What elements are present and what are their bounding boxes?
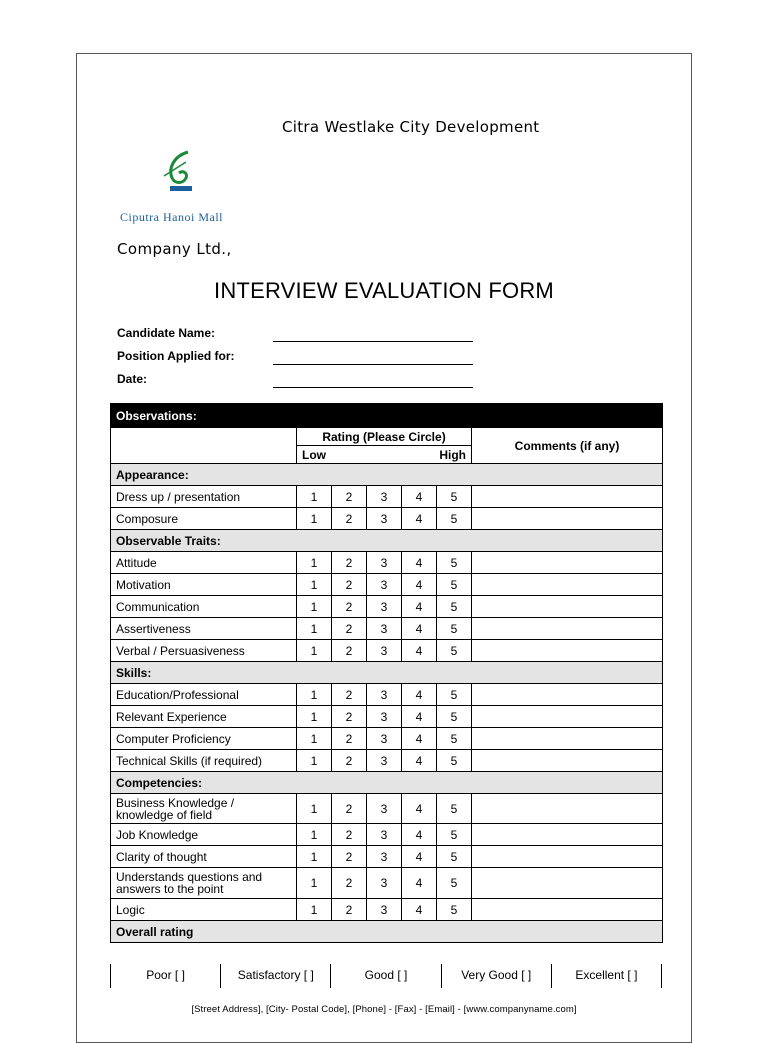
candidate-name-line[interactable] [273, 341, 473, 342]
rating-4[interactable]: 4 [402, 706, 437, 728]
table-row [111, 750, 663, 772]
criterion-logic: Logic [111, 899, 297, 921]
rating-5[interactable]: 5 [437, 596, 472, 618]
comment-cell[interactable] [472, 750, 663, 772]
criterion-experience: Relevant Experience [111, 706, 297, 728]
overall-rating-options [110, 964, 662, 988]
comment-cell[interactable] [472, 824, 663, 846]
company-logo-icon [158, 148, 202, 196]
rating-2[interactable]: 2 [332, 824, 367, 846]
rating-5[interactable]: 5 [437, 552, 472, 574]
table-row [111, 640, 663, 662]
rating-3[interactable]: 3 [367, 824, 402, 846]
rating-4[interactable]: 4 [402, 486, 437, 508]
rating-3[interactable]: 3 [367, 706, 402, 728]
table-row [111, 508, 663, 530]
rating-4[interactable]: 4 [402, 684, 437, 706]
criterion-communication: Communication [111, 596, 297, 618]
candidate-name-label: Candidate Name: [117, 326, 216, 340]
table-row [111, 596, 663, 618]
rating-3[interactable]: 3 [367, 684, 402, 706]
rating-5[interactable]: 5 [437, 684, 472, 706]
rating-3[interactable]: 3 [367, 618, 402, 640]
comment-cell[interactable] [472, 684, 663, 706]
rating-1[interactable]: 1 [297, 640, 332, 662]
comment-cell[interactable] [472, 552, 663, 574]
rating-2[interactable]: 2 [332, 750, 367, 772]
criteria-header-cell [111, 428, 297, 464]
rating-4[interactable]: 4 [402, 868, 437, 899]
position-label: Position Applied for: [117, 349, 235, 363]
rating-3[interactable]: 3 [367, 574, 402, 596]
table-row [111, 794, 663, 824]
comment-cell[interactable] [472, 596, 663, 618]
rating-3[interactable]: 3 [367, 794, 402, 824]
criterion-assertiveness: Assertiveness [111, 618, 297, 640]
comment-cell[interactable] [472, 486, 663, 508]
rating-1[interactable]: 1 [297, 618, 332, 640]
overall-option-poor[interactable]: Poor [ ] [111, 964, 221, 988]
rating-5[interactable]: 5 [437, 728, 472, 750]
criterion-clarity: Clarity of thought [111, 846, 297, 868]
rating-3[interactable]: 3 [367, 728, 402, 750]
criterion-dress: Dress up / presentation [111, 486, 297, 508]
rating-1[interactable]: 1 [297, 899, 332, 921]
rating-5[interactable]: 5 [437, 486, 472, 508]
table-row [111, 728, 663, 750]
table-row [111, 618, 663, 640]
comment-cell[interactable] [472, 508, 663, 530]
logo-wordmark: Ciputra Hanoi Mall [120, 210, 223, 224]
rating-5[interactable]: 5 [437, 706, 472, 728]
overall-option-very-good[interactable]: Very Good [ ] [442, 964, 552, 988]
table-row [111, 684, 663, 706]
rating-1[interactable]: 1 [297, 824, 332, 846]
criterion-verbal: Verbal / Persuasiveness [111, 640, 297, 662]
rating-5[interactable]: 5 [437, 899, 472, 921]
rating-5[interactable]: 5 [437, 508, 472, 530]
rating-4[interactable]: 4 [402, 552, 437, 574]
rating-4[interactable]: 4 [402, 618, 437, 640]
section-appearance: Appearance: [111, 464, 663, 486]
table-row [111, 574, 663, 596]
comment-cell[interactable] [472, 728, 663, 750]
comment-cell[interactable] [472, 868, 663, 899]
rating-1[interactable]: 1 [297, 706, 332, 728]
rating-3[interactable]: 3 [367, 640, 402, 662]
comment-cell[interactable] [472, 899, 663, 921]
rating-2[interactable]: 2 [332, 618, 367, 640]
rating-1[interactable]: 1 [297, 794, 332, 824]
section-competencies: Competencies: [111, 772, 663, 794]
high-label: High [439, 447, 466, 462]
criterion-business: Business Knowledge / knowledge of field [111, 794, 297, 824]
table-row [111, 846, 663, 868]
table-row [111, 868, 663, 899]
rating-2[interactable]: 2 [332, 846, 367, 868]
comments-header: Comments (if any) [472, 428, 663, 464]
page-footer: [Street Address], [City- Postal Code], [Phone] - [Fax] - [Email] - [www.companyname.com] [191, 1004, 577, 1015]
rating-2[interactable]: 2 [332, 728, 367, 750]
rating-3[interactable]: 3 [367, 899, 402, 921]
position-line[interactable] [273, 364, 473, 365]
rating-4[interactable]: 4 [402, 899, 437, 921]
table-row [111, 824, 663, 846]
rating-5[interactable]: 5 [437, 640, 472, 662]
date-label: Date: [117, 372, 148, 386]
criterion-job: Job Knowledge [111, 824, 297, 846]
comment-cell[interactable] [472, 846, 663, 868]
rating-4[interactable]: 4 [402, 596, 437, 618]
rating-2[interactable]: 2 [332, 640, 367, 662]
rating-4[interactable]: 4 [402, 508, 437, 530]
comment-cell[interactable] [472, 574, 663, 596]
rating-3[interactable]: 3 [367, 508, 402, 530]
rating-4[interactable]: 4 [402, 574, 437, 596]
rating-4[interactable]: 4 [402, 794, 437, 824]
table-row [111, 552, 663, 574]
comment-cell[interactable] [472, 794, 663, 824]
criterion-computer: Computer Proficiency [111, 728, 297, 750]
rating-2[interactable]: 2 [332, 706, 367, 728]
low-high-scale [297, 446, 472, 464]
rating-4[interactable]: 4 [402, 728, 437, 750]
rating-1[interactable]: 1 [297, 486, 332, 508]
table-row [111, 706, 663, 728]
rating-1[interactable]: 1 [297, 508, 332, 530]
rating-2[interactable]: 2 [332, 508, 367, 530]
company-name-line2: Company Ltd., [117, 240, 232, 258]
overall-option-good[interactable]: Good [ ] [331, 964, 441, 988]
rating-3[interactable]: 3 [367, 552, 402, 574]
observations-table [110, 403, 663, 943]
criterion-motivation: Motivation [111, 574, 297, 596]
rating-1[interactable]: 1 [297, 750, 332, 772]
rating-4[interactable]: 4 [402, 750, 437, 772]
overall-option-excellent[interactable]: Excellent [ ] [575, 968, 638, 982]
rating-2[interactable]: 2 [332, 552, 367, 574]
rating-5[interactable]: 5 [437, 824, 472, 846]
rating-5[interactable]: 5 [437, 750, 472, 772]
section-overall: Overall rating [111, 921, 663, 943]
observations-header: Observations: [111, 404, 663, 428]
rating-3[interactable]: 3 [367, 846, 402, 868]
section-traits: Observable Traits: [111, 530, 663, 552]
rating-4[interactable]: 4 [402, 824, 437, 846]
rating-4[interactable]: 4 [402, 640, 437, 662]
section-skills: Skills: [111, 662, 663, 684]
rating-3[interactable]: 3 [367, 596, 402, 618]
rating-title: Rating (Please Circle) [297, 428, 472, 446]
comment-cell[interactable] [472, 640, 663, 662]
criterion-composure: Composure [111, 508, 297, 530]
rating-1[interactable]: 1 [297, 574, 332, 596]
form-title: INTERVIEW EVALUATION FORM [214, 278, 554, 303]
rating-3[interactable]: 3 [367, 486, 402, 508]
rating-1[interactable]: 1 [297, 552, 332, 574]
criterion-education: Education/Professional [111, 684, 297, 706]
rating-2[interactable]: 2 [332, 574, 367, 596]
overall-option-satisfactory[interactable]: Satisfactory [ ] [221, 964, 331, 988]
criterion-understands: Understands questions and answers to the point [111, 868, 297, 899]
rating-3[interactable]: 3 [367, 750, 402, 772]
rating-2[interactable]: 2 [332, 486, 367, 508]
rating-5[interactable]: 5 [437, 618, 472, 640]
rating-1[interactable]: 1 [297, 596, 332, 618]
rating-2[interactable]: 2 [332, 596, 367, 618]
rating-4[interactable]: 4 [402, 846, 437, 868]
rating-2[interactable]: 2 [332, 684, 367, 706]
criterion-technical: Technical Skills (if required) [111, 750, 297, 772]
rating-1[interactable]: 1 [297, 846, 332, 868]
table-row [111, 899, 663, 921]
criterion-attitude: Attitude [111, 552, 297, 574]
company-name-line1: Citra Westlake City Development [282, 118, 540, 136]
rating-1[interactable]: 1 [297, 684, 332, 706]
rating-1[interactable]: 1 [297, 728, 332, 750]
rating-2[interactable]: 2 [332, 868, 367, 899]
comment-cell[interactable] [472, 618, 663, 640]
table-row [111, 486, 663, 508]
rating-5[interactable]: 5 [437, 868, 472, 899]
rating-5[interactable]: 5 [437, 846, 472, 868]
rating-2[interactable]: 2 [332, 794, 367, 824]
rating-5[interactable]: 5 [437, 574, 472, 596]
date-line[interactable] [273, 387, 473, 388]
rating-1[interactable]: 1 [297, 868, 332, 899]
rating-5[interactable]: 5 [437, 794, 472, 824]
comment-cell[interactable] [472, 706, 663, 728]
low-label: Low [302, 447, 326, 462]
rating-2[interactable]: 2 [332, 899, 367, 921]
rating-3[interactable]: 3 [367, 868, 402, 899]
